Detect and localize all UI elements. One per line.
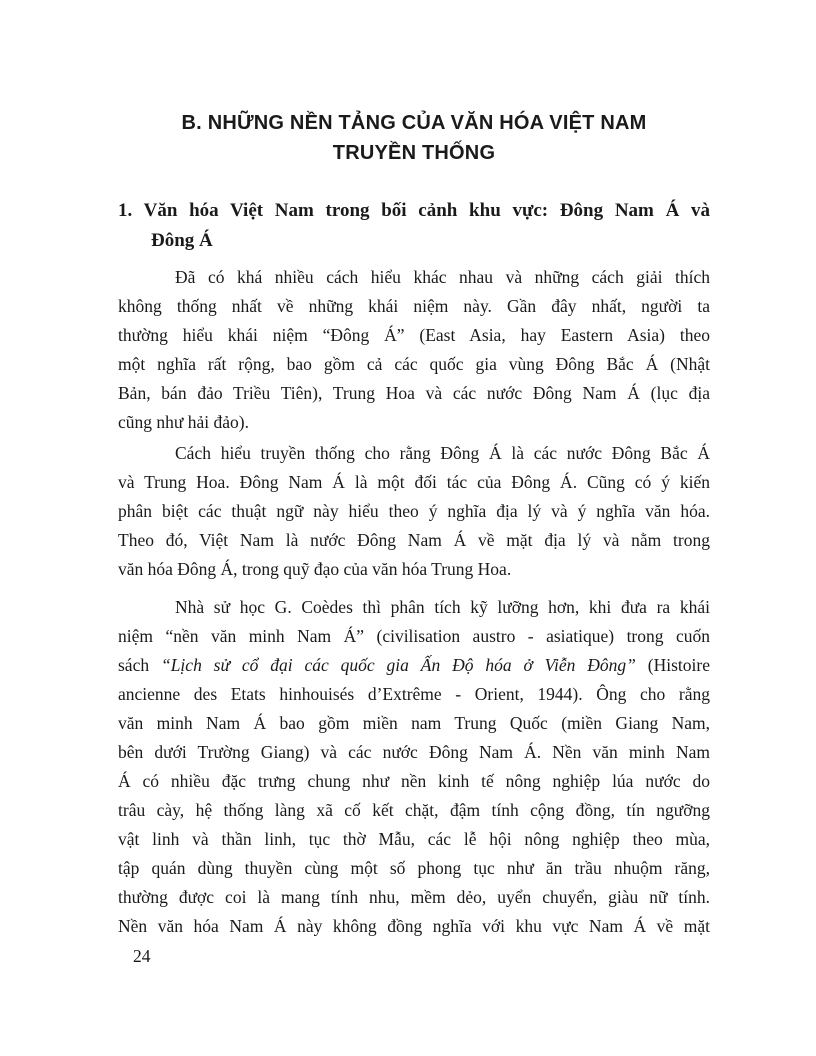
text-line: Á có nhiều đặc trưng chung như nền kinh tế nông nghiệp lúa nước do <box>118 771 710 791</box>
text-line: văn minh Nam Á bao gồm miền nam Trung Quốc (miền Giang Nam, <box>118 713 710 733</box>
text-line: Theo đó, Việt Nam là nước Đông Nam Á về mặt địa lý và nằm trong <box>118 530 710 550</box>
paragraph-3 <box>118 593 710 941</box>
book-title-italic: “Lịch sử cổ đại các quốc gia Ấn Độ hóa ở Viễn Đông” <box>160 655 636 675</box>
page-content <box>118 108 710 967</box>
section-number: 1. <box>118 200 133 221</box>
text-line: Nền văn hóa Nam Á này không đồng nghĩa với khu vực Nam Á về mặt <box>118 916 710 936</box>
text-line: ancienne des Etats hinhouisés d’Extrême - Orient, 1944). Ông cho rằng <box>118 684 710 704</box>
text-line: tập quán dùng thuyền cùng một số phong tục như ăn trầu nhuộm răng, <box>118 858 710 878</box>
text-line: văn hóa Đông Á, trong quỹ đạo của văn hóa Trung Hoa. <box>118 559 512 579</box>
text-line: phân biệt các thuật ngữ này hiểu theo ý nghĩa địa lý và ý nghĩa văn hóa. <box>118 501 710 521</box>
text-segment: (Histoire <box>635 655 710 675</box>
text-line: thường hiểu khái niệm “Đông Á” (East Asia, hay Eastern Asia) theo <box>118 325 710 345</box>
section-heading <box>118 196 710 256</box>
chapter-heading-line1: B. NHỮNG NỀN TẢNG CỦA VĂN HÓA VIỆT NAM <box>181 112 647 134</box>
text-line: Bản, bán đảo Triều Tiên), Trung Hoa và các nước Đông Nam Á (lục địa <box>118 383 710 403</box>
text-line: Đã có khá nhiều cách hiểu khác nhau và những cách giải thích <box>175 267 710 287</box>
text-line: một nghĩa rất rộng, bao gồm cả các quốc gia vùng Đông Bắc Á (Nhật <box>118 354 710 374</box>
text-line: Nhà sử học G. Coèdes thì phân tích kỹ lưỡng hơn, khi đưa ra khái <box>175 597 710 617</box>
text-line: không thống nhất về những khái niệm này. Gần đây nhất, người ta <box>118 296 710 316</box>
page-number: 24 <box>133 946 151 966</box>
text-line: Cách hiểu truyền thống cho rằng Đông Á là các nước Đông Bắc Á <box>175 443 710 463</box>
chapter-heading <box>118 108 710 168</box>
section-title-line2: Đông Á <box>151 230 213 251</box>
paragraph-1 <box>118 263 710 437</box>
section-title-line1: Văn hóa Việt Nam trong bối cảnh khu vực: Đông Nam Á và <box>143 200 710 221</box>
text-line: niệm “nền văn minh Nam Á” (civilisation austro - asiatique) trong cuốn <box>118 626 710 646</box>
text-line: vật linh và thần linh, tục thờ Mẫu, các lễ hội nông nghiệp theo mùa, <box>118 829 710 849</box>
text-line: cũng như hải đảo). <box>118 412 249 432</box>
text-line: và Trung Hoa. Đông Nam Á là một đối tác của Đông Á. Cũng có ý kiến <box>118 472 710 492</box>
chapter-heading-line2: TRUYỀN THỐNG <box>332 142 496 164</box>
text-line: thường được coi là mang tính nhu, mềm dẻo, uyển chuyển, giàu nữ tính. <box>118 887 710 907</box>
text-line: bên dưới Trường Giang) và các nước Đông Nam Á. Nền văn minh Nam <box>118 742 710 762</box>
text-segment: sách <box>118 655 161 675</box>
section-heading-line1 <box>118 196 710 226</box>
paragraph-2 <box>118 439 710 584</box>
text-line-with-book-title <box>118 651 710 680</box>
text-line: trâu cày, hệ thống làng xã cố kết chặt, đậm tính cộng đồng, tín ngưỡng <box>118 800 710 820</box>
